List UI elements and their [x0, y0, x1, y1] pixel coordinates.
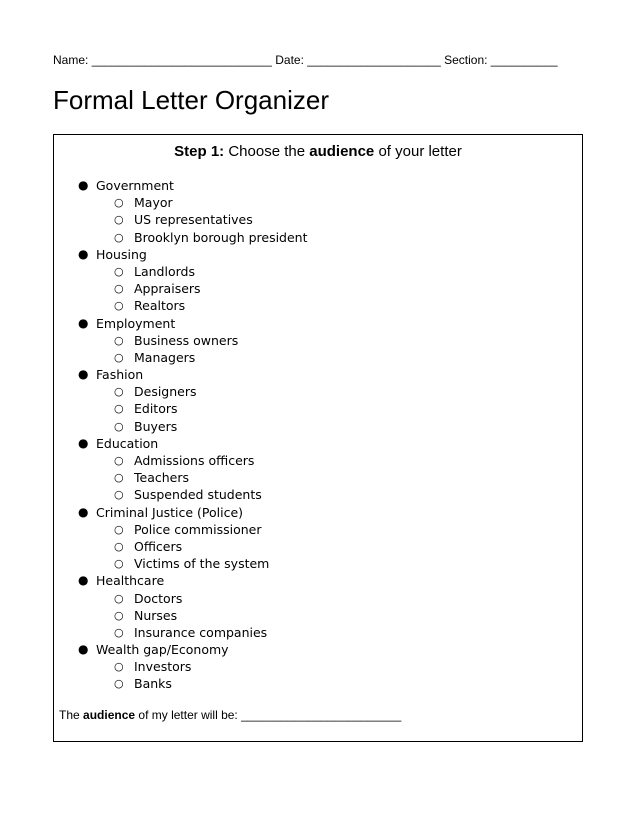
audience-item [76, 211, 308, 228]
hollow-bullet-icon: ○ [114, 282, 124, 296]
hollow-bullet-icon: ○ [114, 230, 124, 244]
filled-bullet-icon: ● [78, 435, 89, 450]
category-label: Criminal Justice (Police) [96, 504, 244, 520]
step-label: Step 1: [174, 143, 225, 160]
hollow-bullet-icon: ○ [114, 454, 124, 467]
hollow-bullet-icon: ○ [114, 488, 124, 502]
audience-label: Designers [134, 384, 197, 400]
hollow-bullet-icon: ○ [114, 350, 124, 364]
audience-item [76, 418, 308, 435]
audience-label: Suspended students [134, 487, 262, 503]
category-label: Wealth gap/Economy [96, 642, 229, 658]
audience-label: Business owners [134, 332, 239, 348]
hollow-bullet-icon: ○ [114, 557, 124, 571]
name-blank[interactable]: ___________________________ [91, 53, 272, 67]
hollow-bullet-icon: ○ [114, 385, 124, 399]
audience-item [76, 521, 308, 538]
category-label: Education [96, 435, 159, 451]
audience-item [76, 590, 308, 607]
category-item [76, 177, 308, 194]
filled-bullet-icon: ● [78, 573, 89, 588]
audience-item [76, 452, 308, 469]
hollow-bullet-icon: ○ [114, 419, 124, 433]
hollow-bullet-icon: ○ [114, 539, 124, 553]
audience-item [76, 280, 308, 297]
audience-label: US representatives [134, 212, 253, 228]
audience-label: Police commissioner [134, 521, 262, 537]
audience-label: Banks [134, 676, 172, 692]
hollow-bullet-icon: ○ [114, 471, 124, 485]
filled-bullet-icon: ● [78, 246, 89, 261]
hollow-bullet-icon: ○ [114, 625, 124, 639]
audience-item [76, 229, 308, 246]
audience-item [76, 555, 308, 572]
audience-item [76, 263, 308, 280]
section-label: Section: [444, 53, 488, 67]
audience-item [76, 607, 308, 624]
filled-bullet-icon: ● [78, 315, 89, 330]
hollow-bullet-icon: ○ [114, 677, 124, 691]
audience-answer-line [59, 707, 401, 723]
hollow-bullet-icon: ○ [114, 299, 124, 313]
audience-label: Mayor [134, 195, 173, 211]
audience-label: Insurance companies [134, 624, 268, 640]
audience-label: Officers [134, 538, 183, 554]
category-item [76, 641, 308, 658]
audience-item [76, 486, 308, 503]
audience-label: Realtors [134, 298, 186, 314]
audience-label: Appraisers [134, 281, 201, 297]
audience-item [76, 400, 308, 417]
step-heading [54, 142, 582, 161]
audience-label: Teachers [134, 470, 189, 486]
hollow-bullet-icon: ○ [114, 608, 124, 622]
category-label: Housing [96, 246, 147, 262]
date-blank[interactable]: ____________________ [307, 53, 441, 67]
footer-text-after: of my letter will be: [138, 708, 238, 722]
category-label: Employment [96, 315, 176, 331]
hollow-bullet-icon: ○ [114, 213, 124, 227]
student-info-line [53, 52, 558, 68]
category-item [76, 315, 308, 332]
hollow-bullet-icon: ○ [114, 402, 124, 416]
step-text-after: of your letter [378, 143, 462, 160]
audience-item [76, 383, 308, 400]
audience-item [76, 349, 308, 366]
filled-bullet-icon: ● [78, 178, 89, 192]
audience-item [76, 194, 308, 211]
hollow-bullet-icon: ○ [114, 591, 124, 605]
audience-label: Victims of the system [134, 556, 270, 572]
audience-label: Investors [134, 659, 192, 675]
step-text-before: Choose the [228, 143, 306, 160]
audience-item [76, 658, 308, 675]
audience-item [76, 332, 308, 349]
category-item [76, 435, 308, 452]
hollow-bullet-icon: ○ [114, 522, 124, 536]
audience-label: Admissions officers [134, 453, 255, 468]
category-label: Fashion [96, 367, 144, 383]
audience-label: Landlords [134, 263, 195, 279]
section-blank[interactable]: __________ [490, 53, 558, 67]
audience-item [76, 538, 308, 555]
step-emphasis: audience [309, 143, 375, 160]
audience-item [76, 624, 308, 641]
footer-text-before: The [59, 708, 80, 722]
date-label: Date: [275, 53, 304, 67]
category-item [76, 366, 308, 383]
category-item [76, 504, 308, 521]
audience-label: Buyers [134, 418, 178, 434]
filled-bullet-icon: ● [78, 504, 89, 519]
footer-emphasis: audience [83, 708, 136, 722]
category-item [76, 572, 308, 589]
audience-label: Doctors [134, 590, 183, 606]
audience-list [76, 177, 308, 693]
audience-item [76, 297, 308, 314]
category-item [76, 246, 308, 263]
name-label: Name: [53, 53, 89, 67]
audience-label: Brooklyn borough president [134, 229, 308, 245]
category-label: Government [96, 178, 174, 193]
audience-label: Editors [134, 401, 178, 417]
category-label: Healthcare [96, 573, 165, 589]
audience-box [53, 134, 583, 742]
filled-bullet-icon: ● [78, 367, 89, 382]
hollow-bullet-icon: ○ [114, 196, 124, 210]
audience-answer-blank[interactable]: ________________________ [241, 708, 402, 722]
audience-item [76, 469, 308, 486]
audience-label: Nurses [134, 607, 178, 623]
filled-bullet-icon: ● [78, 642, 89, 657]
hollow-bullet-icon: ○ [114, 333, 124, 347]
audience-label: Managers [134, 349, 196, 365]
hollow-bullet-icon: ○ [114, 660, 124, 674]
page-title: Formal Letter Organizer [53, 85, 329, 115]
hollow-bullet-icon: ○ [114, 264, 124, 278]
audience-item [76, 675, 308, 692]
